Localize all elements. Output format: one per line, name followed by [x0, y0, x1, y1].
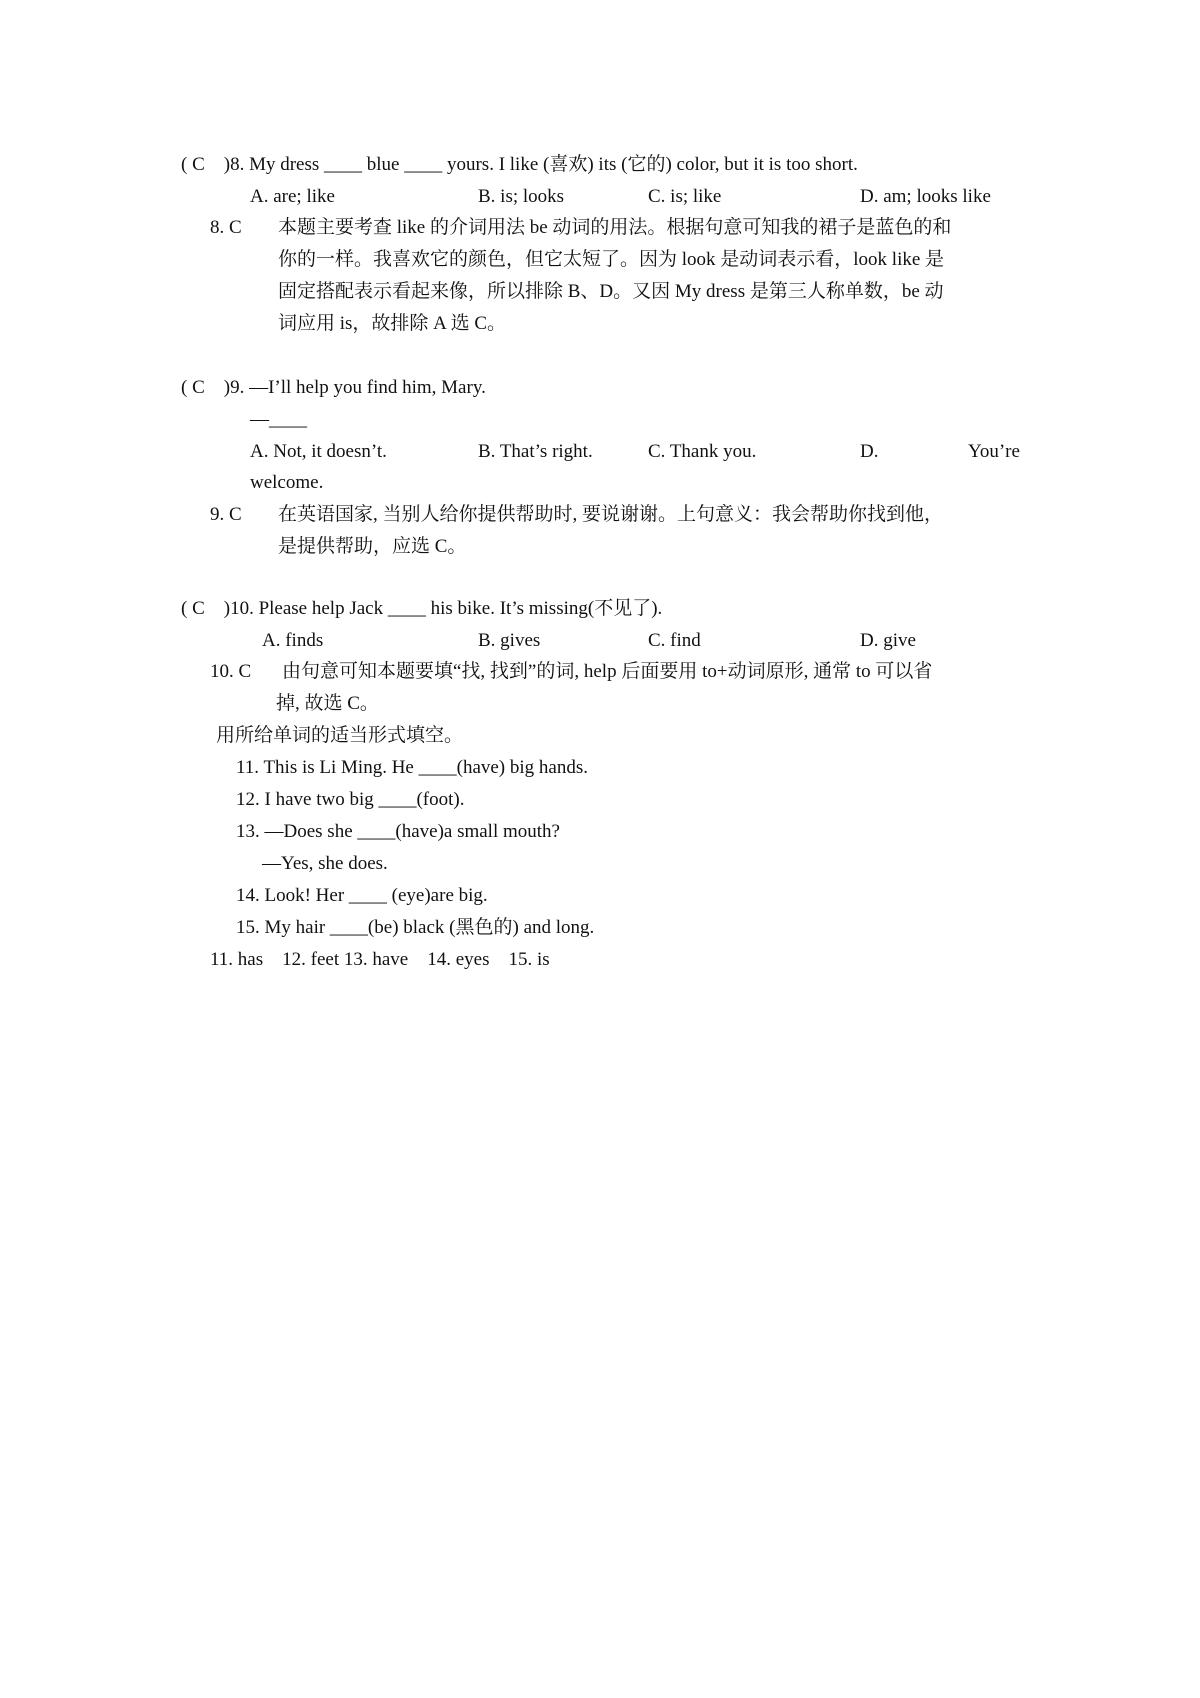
- q10-answer-label: 10. C: [210, 661, 252, 682]
- q10-option-d: D. give: [860, 630, 916, 651]
- fill-item-13: 13. —Does she ____(have)a small mouth?: [236, 821, 560, 842]
- q9-explanation-line: 在英语国家, 当别人给你提供帮助时, 要说谢谢。上句意义：我会帮助你找到他，: [278, 504, 944, 525]
- q8-option-c: C. is; like: [648, 186, 722, 207]
- q8-explanation-line: 词应用 is，故排除 A 选 C。: [278, 313, 507, 334]
- q8-option-a: A. are; like: [250, 186, 335, 207]
- q10-option-c: C. find: [648, 630, 701, 651]
- q9-option-d-text: You’re: [968, 441, 1020, 462]
- q8-explanation-line: 固定搭配表示看起来像，所以排除 B、D。又因 My dress 是第三人称单数，be 动: [278, 281, 944, 302]
- fill-item-11: 11. This is Li Ming. He ____(have) big hands.: [236, 757, 588, 778]
- section-heading: 用所给单词的适当形式填空。: [216, 725, 464, 746]
- q8-explanation-line: 本题主要考查 like 的介词用法 be 动词的用法。根据句意可知我的裙子是蓝色的和: [278, 217, 952, 238]
- q9-explanation-line: 是提供帮助，应选 C。: [278, 536, 467, 557]
- question-10: ( C )10. Please help Jack ____ his bike. It’s missing(不见了).: [181, 598, 663, 619]
- q9-reply-blank: —____: [250, 409, 307, 430]
- q9-answer-label: 9. C: [210, 504, 242, 525]
- question-8: ( C )8. My dress ____ blue ____ yours. I like (喜欢) its (它的) color, but it is too short.: [181, 154, 858, 175]
- fill-item-13-reply: —Yes, she does.: [262, 853, 388, 874]
- q10-option-a: A. finds: [262, 630, 324, 651]
- q10-explanation-line: 由句意可知本题要填“找, 找到”的词, help 后面要用 to+动词原形, 通常 to 可以省: [282, 661, 933, 682]
- q9-option-c: C. Thank you.: [648, 441, 757, 462]
- q9-option-d-wrap: welcome.: [250, 472, 324, 493]
- fill-item-12: 12. I have two big ____(foot).: [236, 789, 465, 810]
- q10-option-b: B. gives: [478, 630, 541, 651]
- q8-answer-label: 8. C: [210, 217, 242, 238]
- fill-answers: 11. has 12. feet 13. have 14. eyes 15. is: [210, 949, 550, 970]
- fill-item-14: 14. Look! Her ____ (eye)are big.: [236, 885, 488, 906]
- q10-explanation-line: 掉, 故选 C。: [276, 693, 379, 714]
- q9-option-d: D.: [860, 441, 879, 462]
- q8-option-d: D. am; looks like: [860, 186, 991, 207]
- fill-item-15: 15. My hair ____(be) black (黑色的) and long.: [236, 917, 595, 938]
- q8-option-b: B. is; looks: [478, 186, 565, 207]
- q8-explanation-line: 你的一样。我喜欢它的颜色，但它太短了。因为 look 是动词表示看，look like 是: [278, 249, 945, 270]
- q9-option-b: B. That’s right.: [478, 441, 593, 462]
- question-9: ( C )9. —I’ll help you find him, Mary.: [181, 377, 486, 398]
- q9-option-a: A. Not, it doesn’t.: [250, 441, 387, 462]
